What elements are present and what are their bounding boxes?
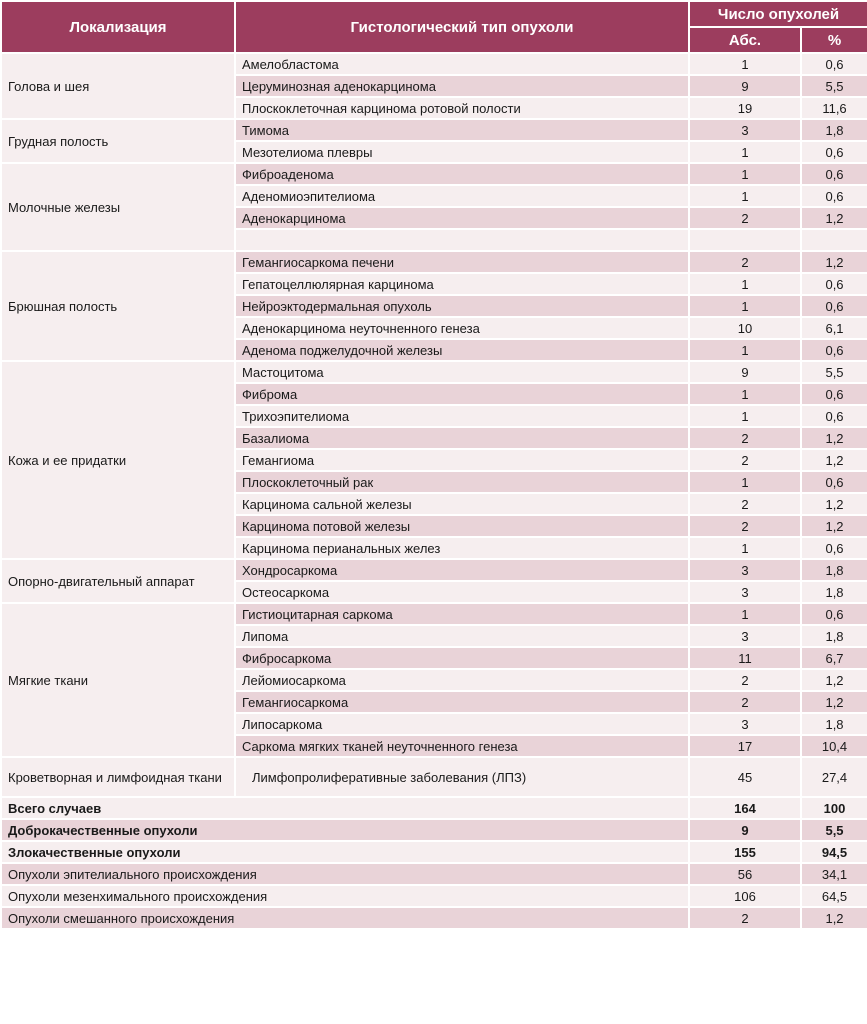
abs-cell: 1 xyxy=(689,471,801,493)
pct-cell: 1,8 xyxy=(801,713,867,735)
summary-row xyxy=(1,841,867,863)
summary-label: Доброкачественные опухоли xyxy=(1,819,689,841)
abs-cell: 2 xyxy=(689,669,801,691)
abs-cell: 3 xyxy=(689,559,801,581)
summary-abs: 164 xyxy=(689,797,801,819)
pct-cell: 1,8 xyxy=(801,581,867,603)
summary-label: Опухоли смешанного происхождения xyxy=(1,907,689,929)
pct-cell: 0,6 xyxy=(801,185,867,207)
abs-cell: 9 xyxy=(689,361,801,383)
histotype-cell: Тимома xyxy=(235,119,689,141)
summary-abs: 106 xyxy=(689,885,801,907)
pct-cell: 0,6 xyxy=(801,141,867,163)
summary-label: Всего случаев xyxy=(1,797,689,819)
histotype-cell: Гемангиосаркома xyxy=(235,691,689,713)
table-row xyxy=(1,603,867,625)
pct-cell: 1,2 xyxy=(801,427,867,449)
summary-pct: 5,5 xyxy=(801,819,867,841)
summary-pct: 1,2 xyxy=(801,907,867,929)
abs-cell: 1 xyxy=(689,339,801,361)
summary-row xyxy=(1,797,867,819)
table-body xyxy=(1,53,867,929)
histotype-cell: Лейомиосаркома xyxy=(235,669,689,691)
histotype-cell: Саркома мягких тканей неуточненного генеза xyxy=(235,735,689,757)
pct-cell: 0,6 xyxy=(801,295,867,317)
abs-cell: 2 xyxy=(689,449,801,471)
localization-cell: Брюшная полость xyxy=(1,251,235,361)
localization-cell: Кроветворная и лимфоидная ткани xyxy=(1,757,235,797)
pct-cell: 1,2 xyxy=(801,251,867,273)
pct-cell: 0,6 xyxy=(801,603,867,625)
summary-label: Опухоли мезенхимального происхождения xyxy=(1,885,689,907)
table-header xyxy=(1,1,867,53)
header-pct: % xyxy=(801,27,867,53)
abs-cell: 1 xyxy=(689,405,801,427)
histotype-cell: Карцинома перианальных желез xyxy=(235,537,689,559)
pct-cell: 0,6 xyxy=(801,471,867,493)
summary-pct: 64,5 xyxy=(801,885,867,907)
table-row xyxy=(1,251,867,273)
summary-abs: 56 xyxy=(689,863,801,885)
pct-cell: 1,8 xyxy=(801,559,867,581)
pct-cell: 5,5 xyxy=(801,75,867,97)
localization-cell: Молочные железы xyxy=(1,163,235,251)
pct-cell: 1,2 xyxy=(801,207,867,229)
localization-cell: Опорно-двигательный аппарат xyxy=(1,559,235,603)
histotype-cell: Нейроэктодермальная опухоль xyxy=(235,295,689,317)
pct-cell: 6,7 xyxy=(801,647,867,669)
table-row xyxy=(1,757,867,797)
pct-cell: 10,4 xyxy=(801,735,867,757)
table-row xyxy=(1,361,867,383)
histotype-cell: Хондросаркома xyxy=(235,559,689,581)
table-row xyxy=(1,163,867,185)
summary-abs: 9 xyxy=(689,819,801,841)
histotype-cell: Мезотелиома плевры xyxy=(235,141,689,163)
pct-cell: 0,6 xyxy=(801,163,867,185)
pct-cell: 0,6 xyxy=(801,383,867,405)
abs-cell: 1 xyxy=(689,185,801,207)
histotype-cell: Аденома поджелудочной железы xyxy=(235,339,689,361)
abs-cell: 1 xyxy=(689,383,801,405)
table-row xyxy=(1,53,867,75)
abs-cell: 1 xyxy=(689,273,801,295)
abs-cell: 9 xyxy=(689,75,801,97)
histotype-cell: Трихоэпителиома xyxy=(235,405,689,427)
summary-label: Опухоли эпителиального происхождения xyxy=(1,863,689,885)
histotype-cell: Гемангиома xyxy=(235,449,689,471)
abs-cell: 1 xyxy=(689,53,801,75)
histotype-cell: Фибросаркома xyxy=(235,647,689,669)
histotype-cell: Фиброаденома xyxy=(235,163,689,185)
abs-cell: 2 xyxy=(689,251,801,273)
localization-cell: Мягкие ткани xyxy=(1,603,235,757)
abs-cell: 3 xyxy=(689,581,801,603)
histotype-cell: Лимфопролиферативные заболевания (ЛПЗ) xyxy=(235,757,689,797)
abs-cell: 2 xyxy=(689,427,801,449)
summary-pct: 94,5 xyxy=(801,841,867,863)
abs-cell: 1 xyxy=(689,537,801,559)
table-row xyxy=(1,119,867,141)
pct-cell: 0,6 xyxy=(801,53,867,75)
summary-row xyxy=(1,819,867,841)
abs-cell: 2 xyxy=(689,493,801,515)
header-histotype: Гистологический тип опухоли xyxy=(235,1,689,53)
pct-cell: 1,2 xyxy=(801,691,867,713)
summary-abs: 155 xyxy=(689,841,801,863)
header-localization: Локализация xyxy=(1,1,235,53)
pct-cell: 6,1 xyxy=(801,317,867,339)
localization-cell: Кожа и ее придатки xyxy=(1,361,235,559)
abs-cell: 1 xyxy=(689,295,801,317)
pct-cell: 1,2 xyxy=(801,493,867,515)
abs-cell xyxy=(689,229,801,251)
histotype-cell: Гепатоцеллюлярная карцинома xyxy=(235,273,689,295)
pct-cell: 1,8 xyxy=(801,119,867,141)
summary-abs: 2 xyxy=(689,907,801,929)
histotype-cell: Плоскоклеточный рак xyxy=(235,471,689,493)
histotype-cell: Липома xyxy=(235,625,689,647)
abs-cell: 3 xyxy=(689,119,801,141)
pct-cell: 0,6 xyxy=(801,537,867,559)
histotype-cell: Мастоцитома xyxy=(235,361,689,383)
abs-cell: 1 xyxy=(689,163,801,185)
pct-cell: 0,6 xyxy=(801,273,867,295)
abs-cell: 11 xyxy=(689,647,801,669)
summary-row xyxy=(1,907,867,929)
pct-cell: 1,2 xyxy=(801,669,867,691)
histotype-cell: Базалиома xyxy=(235,427,689,449)
pct-cell: 0,6 xyxy=(801,339,867,361)
pct-cell: 5,5 xyxy=(801,361,867,383)
abs-cell: 19 xyxy=(689,97,801,119)
histotype-cell: Карцинома потовой железы xyxy=(235,515,689,537)
abs-cell: 3 xyxy=(689,625,801,647)
histotype-cell: Карцинома сальной железы xyxy=(235,493,689,515)
pct-cell: 11,6 xyxy=(801,97,867,119)
abs-cell: 17 xyxy=(689,735,801,757)
abs-cell: 2 xyxy=(689,515,801,537)
pct-cell: 27,4 xyxy=(801,757,867,797)
summary-row xyxy=(1,863,867,885)
summary-label: Злокачественные опухоли xyxy=(1,841,689,863)
pct-cell: 0,6 xyxy=(801,405,867,427)
histotype-cell: Аденомиоэпителиома xyxy=(235,185,689,207)
abs-cell: 3 xyxy=(689,713,801,735)
histotype-cell: Церуминозная аденокарцинома xyxy=(235,75,689,97)
table-row xyxy=(1,559,867,581)
abs-cell: 2 xyxy=(689,691,801,713)
pct-cell: 1,2 xyxy=(801,515,867,537)
histotype-cell: Остеосаркома xyxy=(235,581,689,603)
histotype-cell: Гистиоцитарная саркома xyxy=(235,603,689,625)
pct-cell xyxy=(801,229,867,251)
abs-cell: 10 xyxy=(689,317,801,339)
histotype-cell: Аденокарцинома xyxy=(235,207,689,229)
histotype-cell: Липосаркома xyxy=(235,713,689,735)
pct-cell: 1,2 xyxy=(801,449,867,471)
histotype-cell xyxy=(235,229,689,251)
header-tumor-count: Число опухолей xyxy=(689,1,867,27)
summary-pct: 34,1 xyxy=(801,863,867,885)
abs-cell: 45 xyxy=(689,757,801,797)
localization-cell: Грудная полость xyxy=(1,119,235,163)
histotype-cell: Гемангиосаркома печени xyxy=(235,251,689,273)
histotype-cell: Амелобластома xyxy=(235,53,689,75)
abs-cell: 2 xyxy=(689,207,801,229)
histotype-cell: Аденокарцинома неуточненного генеза xyxy=(235,317,689,339)
header-abs: Абс. xyxy=(689,27,801,53)
localization-cell: Голова и шея xyxy=(1,53,235,119)
histotype-cell: Фиброма xyxy=(235,383,689,405)
abs-cell: 1 xyxy=(689,603,801,625)
summary-row xyxy=(1,885,867,907)
summary-pct: 100 xyxy=(801,797,867,819)
abs-cell: 1 xyxy=(689,141,801,163)
pct-cell: 1,8 xyxy=(801,625,867,647)
histotype-cell: Плоскоклеточная карцинома ротовой полости xyxy=(235,97,689,119)
